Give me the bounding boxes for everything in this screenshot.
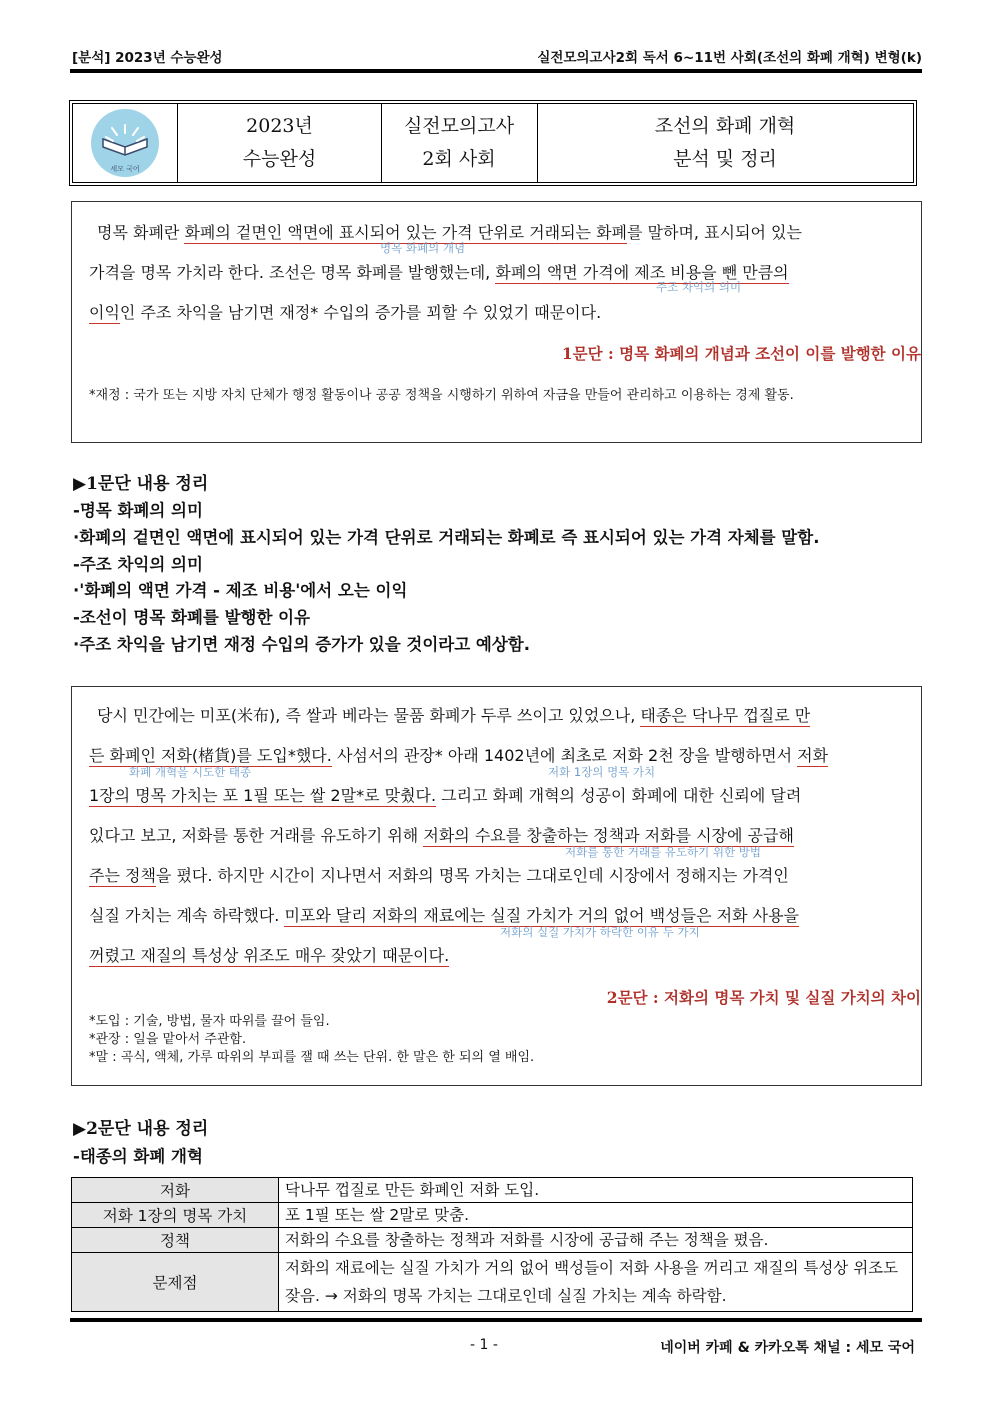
table-key: 문제점 bbox=[72, 1253, 279, 1312]
annotation-note: 저화를 통한 거래를 유도하기 위한 방법 bbox=[565, 845, 762, 859]
summary-item: ·화폐의 겉면인 액면에 표시되어 있는 가격 단위로 거래되는 화폐로 즉 표시되어 있는 가격 자체를 말함. bbox=[73, 528, 820, 547]
underline-highlight: 꺼렸고 재질의 특성상 위조도 매우 잦았기 때문이다. bbox=[89, 946, 450, 965]
passage-2-line bbox=[89, 943, 449, 966]
table-value: 닥나무 껍질로 만든 화폐인 저화 도입. bbox=[279, 1178, 913, 1203]
summary-item: -명목 화폐의 의미 bbox=[73, 501, 203, 520]
passage-1-line: 이익인 주조 차익을 남기면 재정* 수입의 증가를 꾀할 수 있었기 때문이다. bbox=[89, 303, 602, 322]
summary-item: ·주조 차익을 남기면 재정 수입의 증가가 있을 것이라고 예상함. bbox=[73, 635, 530, 654]
annotation-note: 명목 화폐의 개념 bbox=[380, 241, 466, 255]
footnote: *말 : 곡식, 액체, 가루 따위의 부피를 잴 때 쓰는 단위. 한 말은 한 되의 열 배임. bbox=[89, 1050, 535, 1065]
annotation-note: 주조 차익의 의미 bbox=[656, 280, 742, 294]
passage-2-line: 당시 민간에는 미포(米布), 즉 쌀과 베라는 물품 화폐가 두루 쓰이고 있었으나, 태종은 닥나무 껍질로 만 bbox=[97, 706, 811, 725]
annotation-note: 화폐 개혁을 시도한 태종 bbox=[129, 765, 252, 779]
table-key: 저화 1장의 명목 가치 bbox=[72, 1203, 279, 1228]
section-2-subheading: -태종의 화폐 개혁 bbox=[73, 1147, 203, 1166]
passage-2-line: 1장의 명목 가치는 포 1필 또는 쌀 2말*로 맞췄다. 그리고 화폐 개혁의 성공이 화폐에 대한 신뢰에 달려 bbox=[89, 786, 802, 805]
summary-item: -조선이 명목 화폐를 발행한 이유 bbox=[73, 608, 311, 627]
header-right: 실전모의고사2회 독서 6~11번 사회(조선의 화폐 개혁) 변형(k) bbox=[537, 50, 922, 66]
book-logo-icon bbox=[85, 105, 165, 181]
table-value: 저화의 수요를 창출하는 정책과 저화를 시장에 공급해 주는 정책을 폈음. bbox=[279, 1228, 913, 1253]
footnote: *도입 : 기술, 방법, 물자 따위를 끌어 들임. bbox=[89, 1014, 330, 1029]
table-key: 저화 bbox=[72, 1178, 279, 1203]
page-header bbox=[72, 46, 922, 66]
footnote: *재정 : 국가 또는 지방 자치 단체가 행정 활동이나 공공 정책을 시행하기 위하여 자금을 만들어 관리하고 이용하는 경제 활동. bbox=[89, 388, 794, 403]
underline-highlight: 든 화폐인 저화(楮貨)를 도입*했다. bbox=[89, 746, 332, 765]
summary-item: ·'화폐의 액면 가격 - 제조 비용'에서 오는 이익 bbox=[73, 581, 408, 600]
table-row bbox=[72, 1178, 913, 1203]
passage-2-line: 있다고 보고, 저화를 통한 거래를 유도하기 위해 저화의 수요를 창출하는 정책과 저화를 시장에 공급해 bbox=[89, 826, 794, 845]
table-row bbox=[72, 1228, 913, 1253]
annotation-note: 저화의 실질 가치가 하락한 이유 두 가지 bbox=[500, 925, 700, 939]
passage-2 bbox=[71, 686, 922, 1086]
underline-highlight: 화폐의 겉면인 액면에 표시되어 있는 가격 단위로 거래되는 화폐 bbox=[184, 223, 627, 242]
underline-highlight: 이익 bbox=[89, 303, 120, 322]
table-key: 정책 bbox=[72, 1228, 279, 1253]
title-box bbox=[69, 100, 917, 186]
paragraph-1-summary: 1문단 : 명목 화폐의 개념과 조선이 이를 발행한 이유 bbox=[561, 344, 921, 363]
summary-item: -주조 차익의 의미 bbox=[73, 555, 203, 574]
passage-1-line: 명목 화폐란 화폐의 겉면인 액면에 표시되어 있는 가격 단위로 거래되는 화폐를 말하며, 표시되어 있는 bbox=[97, 223, 802, 242]
table-value: 저화의 재료에는 실질 가치가 거의 없어 백성들이 저화 사용을 꺼리고 재질의 특성상 위조도 잦음. → 저화의 명목 가치는 그대로인데 실질 가치는 계속 하락함. bbox=[279, 1253, 913, 1312]
underline-highlight: 저화 bbox=[797, 746, 829, 765]
paragraph-2-summary: 2문단 : 저화의 명목 가치 및 실질 가치의 차이 bbox=[606, 988, 921, 1007]
passage-1-line: 가격을 명목 가치라 한다. 조선은 명목 화폐를 발행했는데, 화폐의 액면 가격에 제조 비용을 뺀 만큼의 bbox=[89, 263, 789, 282]
logo bbox=[73, 104, 178, 182]
passage-2-line: 주는 정책을 폈다. 하지만 시간이 지나면서 저화의 명목 가치는 그대로인데 시장에서 정해지는 가격인 bbox=[89, 866, 789, 885]
underline-highlight: 저화의 수요를 창출하는 정책과 저화를 시장에 공급해 bbox=[423, 826, 794, 845]
title-year: 2023년 수능완성 bbox=[178, 104, 382, 182]
table-row bbox=[72, 1203, 913, 1228]
underline-highlight: 화폐의 액면 가격에 제조 비용을 뺀 만큼의 bbox=[495, 263, 789, 282]
summary-table bbox=[71, 1177, 913, 1312]
section-1-heading: ▶1문단 내용 정리 bbox=[73, 474, 209, 494]
passage-2-line: 실질 가치는 계속 하락했다. 미포와 달리 저화의 재료에는 실질 가치가 거의 없어 백성들은 저화 사용을 bbox=[89, 906, 799, 925]
passage-1 bbox=[71, 201, 922, 443]
section-2-heading: ▶2문단 내용 정리 bbox=[73, 1119, 209, 1139]
footer-rule bbox=[70, 1318, 922, 1322]
footer-credit: 네이버 카페 & 카카오톡 채널 : 세모 국어 bbox=[660, 1340, 915, 1356]
footnote: *관장 : 일을 맡아서 주관함. bbox=[89, 1032, 247, 1047]
underline-highlight: 태종은 닥나무 껍질로 만 bbox=[640, 706, 811, 725]
table-row bbox=[72, 1253, 913, 1312]
underline-highlight: 미포와 달리 저화의 재료에는 실질 가치가 거의 없어 백성들은 저화 사용을 bbox=[284, 906, 799, 925]
title-topic: 조선의 화폐 개혁 분석 및 정리 bbox=[654, 115, 796, 170]
header-left: [분석] 2023년 수능완성 bbox=[72, 50, 223, 66]
underline-highlight: 주는 정책 bbox=[89, 866, 156, 885]
page-number: - 1 - bbox=[470, 1337, 498, 1353]
annotation-note: 저화 1장의 명목 가치 bbox=[548, 765, 656, 779]
header-rule bbox=[70, 69, 922, 73]
title-exam: 실전모의고사 2회 사회 bbox=[381, 104, 538, 182]
underline-highlight: 1장의 명목 가치는 포 1필 또는 쌀 2말*로 맞췄다. bbox=[89, 786, 437, 805]
svg-text:세모 국어: 세모 국어 bbox=[110, 165, 140, 173]
passage-2-line: 든 화폐인 저화(楮貨)를 도입*했다. 사섬서의 관장* 아래 1402년에 최초로 저화 2천 장을 발행하면서 저화 bbox=[89, 746, 829, 765]
table-value: 포 1필 또는 쌀 2말로 맞춤. bbox=[279, 1203, 913, 1228]
